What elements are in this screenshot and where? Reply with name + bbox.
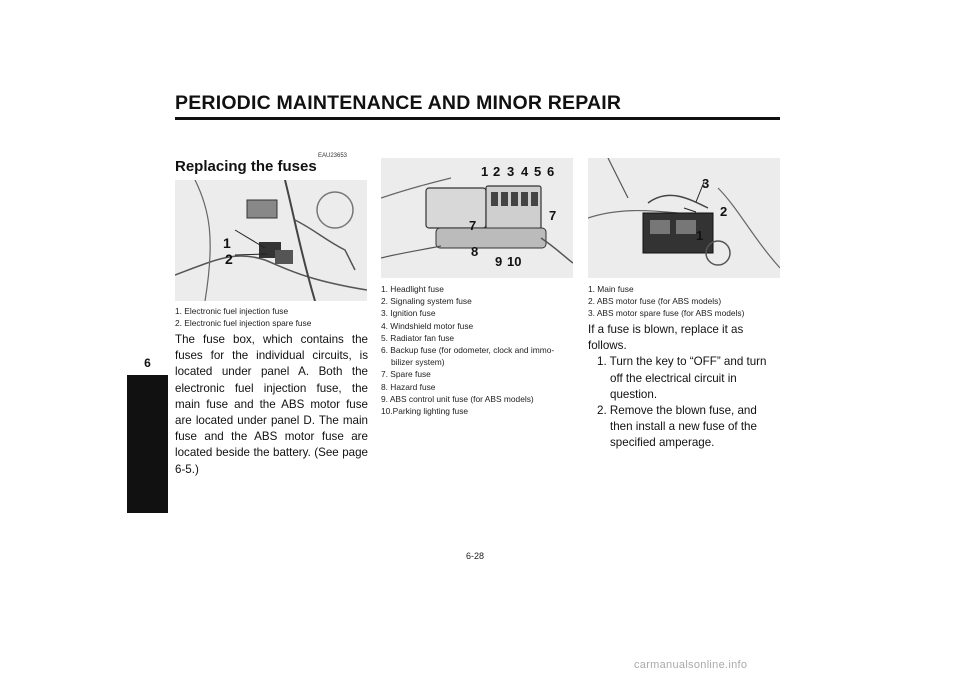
- caption-item: 4. Windshield motor fuse: [381, 320, 474, 331]
- figure-2-callout-5: 5: [534, 164, 542, 179]
- figure-2-callout-7b: 7: [469, 218, 477, 233]
- figure-2-callout-3: 3: [507, 164, 515, 179]
- chapter-number: 6: [127, 351, 168, 375]
- figure-2-callout-4: 4: [521, 164, 529, 179]
- caption-item: 8. Hazard fuse: [381, 381, 436, 392]
- figure-3-illustration: [588, 158, 780, 278]
- figure-1-photo: [175, 180, 367, 301]
- instructions-intro: If a fuse is blown, replace it as follows.: [588, 323, 744, 353]
- figure-2-callout-8: 8: [471, 244, 479, 259]
- section-title: Replacing the fuses: [175, 158, 317, 175]
- figure-2-callout-10: 10: [507, 254, 522, 269]
- figure-1-captions: [175, 305, 370, 329]
- instruction-step: 1. Turn the key to “OFF” and turn off the electrical circuit in question.: [597, 355, 767, 401]
- header-rule: [175, 117, 780, 120]
- figure-2-illustration: [381, 158, 573, 278]
- caption-item: 2. Electronic fuel injection spare fuse: [175, 318, 312, 329]
- figure-1-callout-2: 2: [225, 251, 233, 267]
- figure-2-photo: [381, 158, 573, 278]
- figure-1-illustration: [175, 180, 367, 301]
- caption-item: 3. ABS motor spare fuse (for ABS models): [588, 308, 745, 319]
- caption-item: 3. Ignition fuse: [381, 308, 436, 319]
- replacement-instructions: [588, 322, 781, 452]
- caption-item: 1. Headlight fuse: [381, 284, 444, 294]
- caption-item: 7. Spare fuse: [381, 369, 431, 380]
- figure-3-callout-2: 2: [720, 204, 728, 219]
- figure-3-callout-3: 3: [702, 176, 710, 191]
- page-number: 6-28: [466, 551, 485, 561]
- caption-item: 6. Backup fuse (for odometer, clock and immo-: [381, 345, 555, 356]
- figure-3-photo: [588, 158, 780, 278]
- figure-2-callout-9: 9: [495, 254, 503, 269]
- figure-2-callout-7a: 7: [549, 208, 557, 223]
- caption-item: 10.Parking lighting fuse: [381, 406, 469, 417]
- chapter-tab: [127, 352, 168, 513]
- caption-item: 2. Signaling system fuse: [381, 296, 472, 307]
- figure-2-callout-1: 1: [481, 164, 489, 179]
- instruction-step: 2. Remove the blown fuse, and then install a new fuse of the specified amperage.: [597, 404, 757, 450]
- page-header-title: PERIODIC MAINTENANCE AND MINOR REPAIR: [175, 92, 622, 114]
- figure-3-callout-1: 1: [696, 228, 704, 243]
- figure-2-captions: [381, 283, 581, 417]
- caption-item: 9. ABS control unit fuse (for ABS models): [381, 393, 534, 404]
- caption-item: 1. Electronic fuel injection fuse: [175, 306, 289, 316]
- section-code: EAU23653: [318, 153, 348, 159]
- figure-2-callout-6: 6: [547, 164, 555, 179]
- figure-2-callout-2: 2: [493, 164, 501, 179]
- figure-1-callout-1: 1: [223, 235, 231, 251]
- caption-item: 2. ABS motor fuse (for ABS models): [588, 296, 722, 307]
- caption-item: 5. Radiator fan fuse: [381, 332, 455, 343]
- body-paragraph: The fuse box, which contains the fuses for the individual circuits, is located under panel A. Both the electronic fuel injection fuse, the main fuse and the ABS motor fuse are located under panel D. The main fuse and the ABS motor fuse are located beside the battery. (See page 6-5.): [175, 333, 368, 476]
- watermark: carmanualsonline.info: [634, 659, 748, 671]
- figure-3-captions: [588, 283, 783, 320]
- caption-item: bilizer system): [391, 357, 445, 368]
- caption-item: 1. Main fuse: [588, 284, 634, 294]
